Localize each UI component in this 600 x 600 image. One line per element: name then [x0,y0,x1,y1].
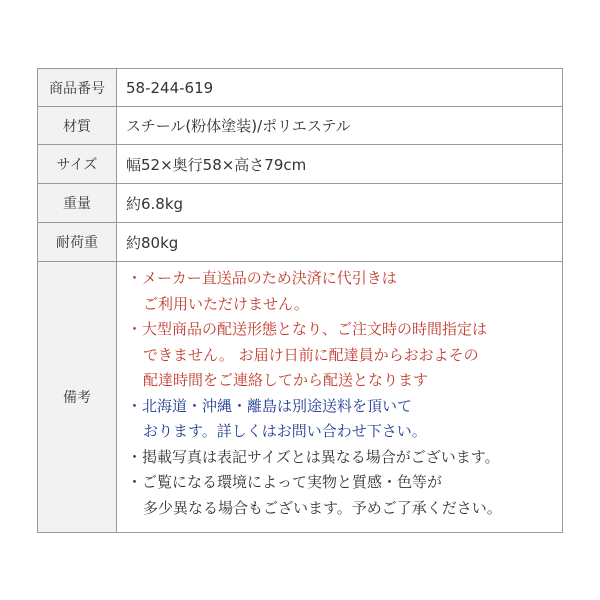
note-line: 配達時間をご連絡してから配送となります [143,371,429,389]
value-load-capacity: 約80kg [117,223,563,262]
value-product-number: 58-244-619 [117,69,563,107]
note-line: ご利用いただけません。 [143,294,309,313]
value-weight: 約6.8kg [117,184,563,223]
spec-row-notes [38,262,563,533]
note-line: ・メーカー直送品のため決済に代引きは [127,269,397,287]
spec-table [37,68,563,533]
label-product-number: 商品番号 [38,69,117,107]
label-material: 材質 [38,107,117,145]
note-line: 多少異なる場合もございます。予めご了承ください。 [143,498,502,517]
value-size: 幅52×奥行58×高さ79cm [117,145,563,184]
note-delivery-time [127,317,562,394]
note-color-variance [127,470,562,521]
label-weight: 重量 [38,184,117,223]
note-line: ・北海道・沖縄・離島は別途送料を頂いて [127,396,413,415]
spec-row-load-capacity [38,223,563,262]
note-line: ・大型商品の配送形態となり、ご注文時の時間指定は [127,320,488,338]
spec-row-product-number [38,69,563,107]
note-line: おります。詳しくはお問い合わせ下さい。 [143,422,427,440]
spec-row-size [38,145,563,184]
note-line: できません。 お届け日前に配達員からおおよその [143,345,479,364]
notes-cell [117,262,563,533]
spec-row-material [38,107,563,145]
label-notes: 備考 [38,262,117,533]
label-load-capacity: 耐荷重 [38,223,117,262]
spec-row-weight [38,184,563,223]
label-size: サイズ [38,145,117,184]
note-photo-size [127,445,562,471]
note-line: ・掲載写真は表記サイズとは異なる場合がございます。 [127,447,500,466]
note-cash-on-delivery [127,266,562,317]
value-material: スチール(粉体塗装)/ポリエステル [117,107,563,145]
note-remote-shipping [127,394,562,445]
note-line: ・ご覧になる環境によって実物と質感・色等が [127,473,443,491]
